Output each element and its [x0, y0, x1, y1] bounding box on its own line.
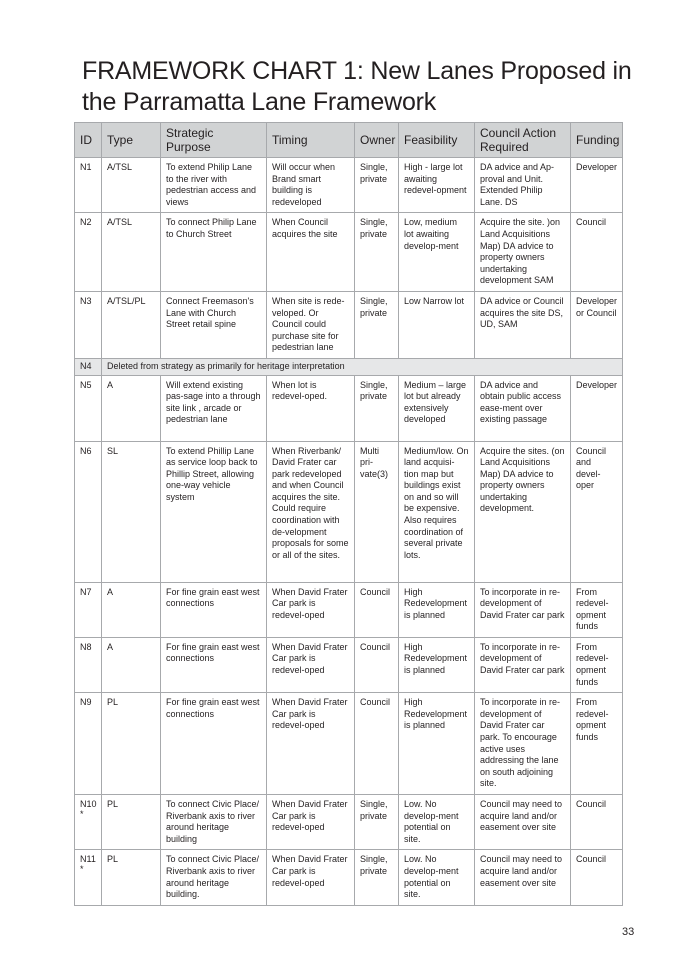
cell-feasibility: Low, medium lot awaiting develop-ment — [399, 213, 475, 292]
cell-timing: When David Frater Car park is redevel-oped — [267, 795, 355, 850]
table-row — [75, 693, 623, 795]
table-header-row — [75, 123, 623, 158]
cell-feasibility: High Redevelopment is planned — [399, 693, 475, 795]
cell-timing: When David Frater Car park is redevel-oped — [267, 850, 355, 905]
cell-funding: Developer or Council — [571, 291, 623, 358]
cell-type: A/TSL — [102, 213, 161, 292]
cell-action: To incorporate in re-development of David Frater car park — [475, 637, 571, 692]
table-row — [75, 158, 623, 213]
cell-funding: Council — [571, 850, 623, 905]
cell-timing: When David Frater Car park is redevel-oped — [267, 582, 355, 637]
cell-id: N7 — [75, 582, 102, 637]
cell-action: DA advice or Council acquires the site DS, UD, SAM — [475, 291, 571, 358]
cell-owner: Single, private — [355, 291, 399, 358]
table-row — [75, 795, 623, 850]
cell-id: N2 — [75, 213, 102, 292]
cell-timing: When Council acquires the site — [267, 213, 355, 292]
cell-id — [75, 850, 102, 905]
cell-action: To incorporate in re-development of David Frater car park. To encourage active uses addressing the lane on south adjoining site. — [475, 693, 571, 795]
table-row — [75, 441, 623, 582]
cell-action: DA advice and Ap-proval and Unit. Extended Philip Lane. DS — [475, 158, 571, 213]
cell-owner: Single, private — [355, 795, 399, 850]
cell-owner: Council — [355, 693, 399, 795]
cell-owner: Single, private — [355, 158, 399, 213]
cell-funding: From redevel-opment funds — [571, 637, 623, 692]
title-line-1: FRAMEWORK CHART 1: New Lanes Proposed in — [82, 57, 632, 85]
cell-feasibility: High Redevelopment is planned — [399, 637, 475, 692]
cell-timing: When lot is redevel-oped. — [267, 375, 355, 441]
cell-feasibility: Low. No develop-ment potential on site. — [399, 850, 475, 905]
cell-owner: Council — [355, 637, 399, 692]
cell-funding: Developer — [571, 158, 623, 213]
cell-purpose: Will extend existing pas-sage into a through site link , arcade or pedestrian lane — [161, 375, 267, 441]
page-title — [82, 56, 642, 118]
framework-table-container — [74, 122, 622, 906]
cell-id: N5 — [75, 375, 102, 441]
row-mark: * — [80, 864, 84, 875]
cell-type: A/TSL/PL — [102, 291, 161, 358]
cell-purpose: To connect Philip Lane to Church Street — [161, 213, 267, 292]
cell-feasibility: Low. No develop-ment potential on site. — [399, 795, 475, 850]
cell-type: SL — [102, 441, 161, 582]
cell-id: N9 — [75, 693, 102, 795]
cell-owner: Multi pri-vate(3) — [355, 441, 399, 582]
header-type: Type — [102, 123, 161, 158]
cell-deleted-note: Deleted from strategy as primarily for heritage interpretation — [102, 358, 623, 375]
framework-table — [74, 122, 623, 906]
cell-id: N3 — [75, 291, 102, 358]
cell-funding: From redevel-opment funds — [571, 693, 623, 795]
cell-timing: When Riverbank/ David Frater car park redeveloped and when Council acquires the site. Could require coordination with de-velopment proposals for some or all of the sites. — [267, 441, 355, 582]
header-strategic-purpose: Strategic Purpose — [161, 123, 267, 158]
cell-type: A — [102, 637, 161, 692]
cell-purpose: To extend Phillip Lane as service loop back to Phillip Street, allowing one-way vehicle system — [161, 441, 267, 582]
cell-purpose: Connect Freemason's Lane with Church Street retail spine — [161, 291, 267, 358]
cell-timing: When David Frater Car park is redevel-oped — [267, 637, 355, 692]
header-feasibility: Feasibility — [399, 123, 475, 158]
cell-funding: Council — [571, 213, 623, 292]
cell-owner: Single, private — [355, 213, 399, 292]
header-owner: Owner — [355, 123, 399, 158]
cell-id: N8 — [75, 637, 102, 692]
cell-type: A/TSL — [102, 158, 161, 213]
cell-feasibility: Medium – large lot but already extensively developed — [399, 375, 475, 441]
cell-funding: Council and devel-oper — [571, 441, 623, 582]
cell-feasibility: Low Narrow lot — [399, 291, 475, 358]
cell-funding: Developer — [571, 375, 623, 441]
table-row — [75, 291, 623, 358]
table-row — [75, 213, 623, 292]
cell-feasibility: High - large lot awaiting redevel-opment — [399, 158, 475, 213]
header-council-action: Council Action Required — [475, 123, 571, 158]
header-funding: Funding — [571, 123, 623, 158]
cell-timing: When site is rede-veloped. Or Council could purchase site for pedestrian lane — [267, 291, 355, 358]
cell-funding: From redevel-opment funds — [571, 582, 623, 637]
cell-purpose: For ﬁne grain east west connections — [161, 693, 267, 795]
cell-funding: Council — [571, 795, 623, 850]
cell-owner: Council — [355, 582, 399, 637]
cell-feasibility: Medium/low. On land acquisi-tion map but buildings exist on and so will be expensive. Also requires coordination of several private lots. — [399, 441, 475, 582]
table-row — [75, 582, 623, 637]
cell-type: A — [102, 582, 161, 637]
cell-timing: Will occur when Brand smart building is redeveloped — [267, 158, 355, 213]
row-id: N11 — [80, 854, 96, 865]
title-line-2: the Parramatta Lane Framework — [82, 88, 437, 116]
cell-action: Council may need to acquire land and/or easement over site — [475, 850, 571, 905]
table-row-deleted — [75, 358, 623, 375]
cell-feasibility: High Redevelopment is planned — [399, 582, 475, 637]
cell-purpose: For ﬁne grain east west connections — [161, 637, 267, 692]
cell-action: Acquire the site. )on Land Acquisitions Map) DA advice to property owners undertaking development SAM — [475, 213, 571, 292]
row-id: N10 — [80, 799, 97, 809]
cell-type: PL — [102, 795, 161, 850]
table-row — [75, 375, 623, 441]
cell-id — [75, 795, 102, 850]
page-number: 33 — [622, 926, 635, 938]
cell-purpose: To extend Philip Lane to the river with pedestrian access and views — [161, 158, 267, 213]
cell-type: A — [102, 375, 161, 441]
cell-owner: Single, private — [355, 375, 399, 441]
table-row — [75, 850, 623, 905]
row-mark: * — [80, 809, 84, 819]
cell-action: DA advice and obtain public access ease-ment over existing passage — [475, 375, 571, 441]
cell-timing: When David Frater Car park is redevel-oped — [267, 693, 355, 795]
cell-id: N1 — [75, 158, 102, 213]
cell-purpose: For ﬁne grain east west connections — [161, 582, 267, 637]
table-row — [75, 637, 623, 692]
cell-purpose: To connect Civic Place/ Riverbank axis to river around heritage building. — [161, 850, 267, 905]
header-id: ID — [75, 123, 102, 158]
cell-purpose: To connect Civic Place/ Riverbank axis to river around heritage building — [161, 795, 267, 850]
cell-action: Acquire the sites. (on Land Acquisitions Map) DA advice to property owners undertaking development. — [475, 441, 571, 582]
cell-id: N6 — [75, 441, 102, 582]
cell-owner: Single, private — [355, 850, 399, 905]
cell-action: Council may need to acquire land and/or easement over site — [475, 795, 571, 850]
cell-action: To incorporate in re-development of David Frater car park — [475, 582, 571, 637]
cell-type: PL — [102, 850, 161, 905]
header-timing: Timing — [267, 123, 355, 158]
cell-type: PL — [102, 693, 161, 795]
cell-id: N4 — [75, 358, 102, 375]
